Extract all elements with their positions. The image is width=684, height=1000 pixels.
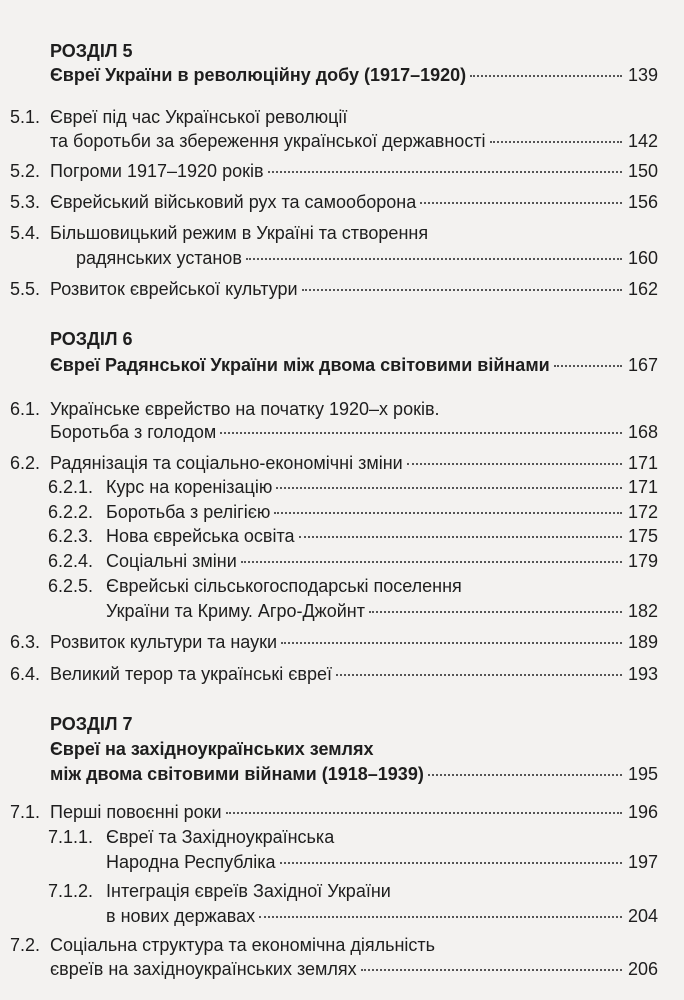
section-5-label: РОЗДІЛ 5: [50, 41, 133, 61]
page-number: 189: [627, 632, 658, 652]
toc-entry-5-2[interactable]: [50, 160, 658, 182]
page-number: 182: [627, 601, 658, 621]
page-number: 156: [627, 192, 658, 212]
page-number: 193: [627, 664, 658, 684]
leader-dots: [259, 916, 622, 918]
section-7-title[interactable]: [50, 763, 658, 785]
page-number: 196: [627, 802, 658, 822]
page-number: 168: [627, 422, 658, 442]
entry-text[interactable]: Євреї та Західноукраїнська: [106, 827, 335, 847]
entry-text: Курс на коренізацію: [106, 477, 273, 497]
entry-text: Розвиток єврейської культури: [50, 279, 298, 299]
toc-entry-5-4[interactable]: [76, 247, 658, 269]
entry-number: 6.2.4.: [48, 551, 94, 571]
page-number: 206: [627, 959, 658, 979]
entry-number: 7.1.: [10, 802, 41, 822]
entry-text: Боротьба з релігією: [106, 502, 271, 522]
entry-text[interactable]: Інтеграція євреїв Західної України: [106, 881, 391, 901]
leader-dots: [490, 141, 622, 143]
entry-number: 6.4.: [10, 664, 41, 684]
section-6-label: РОЗДІЛ 6: [50, 329, 133, 349]
entry-text: Великий терор та українські євреї: [50, 664, 332, 684]
entry-text: Радянізація та соціально-економічні зміни: [50, 453, 403, 473]
entry-number: 6.2.5.: [48, 576, 94, 596]
entry-text: України та Криму. Агро-Джойнт: [106, 601, 365, 621]
page-number: 171: [627, 477, 658, 497]
entry-text: Погроми 1917–1920 років: [50, 161, 264, 181]
leader-dots: [302, 289, 622, 291]
entry-number: 5.1.: [10, 107, 41, 127]
toc-entry-6-2-3[interactable]: [106, 525, 658, 547]
leader-dots: [246, 258, 622, 260]
toc-entry-6-2-1[interactable]: [106, 476, 658, 498]
toc-entry-6-2-2[interactable]: [106, 501, 658, 523]
section-title-text: Євреї України в революційну добу (1917–1920): [50, 65, 467, 85]
entry-text: радянських установ: [76, 248, 242, 268]
leader-dots: [280, 862, 622, 864]
entry-text[interactable]: Єврейські сільськогосподарські поселення: [106, 576, 462, 596]
leader-dots: [281, 642, 622, 644]
leader-dots: [220, 432, 622, 434]
toc-entry-6-2-4[interactable]: [106, 550, 658, 572]
toc-entry-5-3[interactable]: [50, 191, 658, 213]
leader-dots: [554, 365, 622, 367]
page-number: 160: [627, 248, 658, 268]
leader-dots: [226, 812, 622, 814]
page-number: 150: [627, 161, 658, 181]
entry-number: 5.3.: [10, 192, 41, 212]
section-7-title-line1[interactable]: Євреї на західноукраїнських землях: [50, 739, 374, 759]
toc-entry-5-1[interactable]: [50, 130, 658, 152]
section-title-text: між двома світовими війнами (1918–1939): [50, 764, 424, 784]
toc-entry-6-4[interactable]: [50, 663, 658, 685]
entry-text[interactable]: Українське єврейство на початку 1920–х років.: [50, 399, 440, 419]
page-number: 167: [627, 355, 658, 375]
entry-number: 6.3.: [10, 632, 41, 652]
entry-text: Народна Республіка: [106, 852, 276, 872]
leader-dots: [274, 512, 622, 514]
page-number: 175: [627, 526, 658, 546]
entry-number: 6.2.2.: [48, 502, 94, 522]
entry-number: 5.2.: [10, 161, 41, 181]
entry-number: 6.2.1.: [48, 477, 94, 497]
leader-dots: [420, 202, 622, 204]
entry-text: Перші повоєнні роки: [50, 802, 222, 822]
leader-dots: [276, 487, 622, 489]
page-number: 162: [627, 279, 658, 299]
entry-text[interactable]: Соціальна структура та економічна діяльність: [50, 935, 436, 955]
leader-dots: [369, 611, 622, 613]
section-5-title[interactable]: [50, 64, 658, 86]
section-title-text: Євреї Радянської України між двома світовими війнами: [50, 355, 550, 375]
toc-entry-6-2[interactable]: [50, 452, 658, 474]
leader-dots: [428, 774, 622, 776]
toc-entry-6-3[interactable]: [50, 631, 658, 653]
entry-text[interactable]: Більшовицький режим в Україні та створення: [50, 223, 429, 243]
toc-entry-7-2[interactable]: [50, 958, 658, 980]
entry-number: 6.2.3.: [48, 526, 94, 546]
toc-entry-5-5[interactable]: [50, 278, 658, 300]
entry-number: 7.2.: [10, 935, 41, 955]
entry-number: 6.1.: [10, 399, 41, 419]
section-7-label: РОЗДІЛ 7: [50, 714, 133, 734]
leader-dots: [407, 463, 622, 465]
leader-dots: [299, 536, 622, 538]
entry-text: Єврейський військовий рух та самооборона: [50, 192, 417, 212]
page-number: 171: [627, 453, 658, 473]
page-number: 179: [627, 551, 658, 571]
leader-dots: [361, 969, 622, 971]
toc-entry-6-1[interactable]: [50, 421, 658, 443]
toc-entry-6-2-5[interactable]: [106, 600, 658, 622]
page-number: 142: [627, 131, 658, 151]
toc-entry-7-1-2[interactable]: [106, 905, 658, 927]
entry-text: Нова єврейська освіта: [106, 526, 295, 546]
page-number: 195: [627, 764, 658, 784]
entry-text: та боротьби за збереження української державності: [50, 131, 486, 151]
entry-number: 6.2.: [10, 453, 41, 473]
entry-text: євреїв на західноукраїнських землях: [50, 959, 357, 979]
page-number: 172: [627, 502, 658, 522]
entry-number: 7.1.1.: [48, 827, 94, 847]
section-6-title[interactable]: [50, 354, 658, 376]
entry-text: Соціальні зміни: [106, 551, 237, 571]
entry-text: Боротьба з голодом: [50, 422, 217, 442]
toc-entry-7-1[interactable]: [50, 801, 658, 823]
entry-text: Розвиток культури та науки: [50, 632, 278, 652]
leader-dots: [268, 171, 622, 173]
leader-dots: [241, 561, 622, 563]
leader-dots: [336, 674, 622, 676]
page-number: 139: [627, 65, 658, 85]
entry-number: 7.1.2.: [48, 881, 94, 901]
entry-number: 5.5.: [10, 279, 41, 299]
entry-text[interactable]: Євреї під час Української революції: [50, 107, 348, 127]
leader-dots: [470, 75, 622, 77]
page-number: 204: [627, 906, 658, 926]
page-number: 197: [627, 852, 658, 872]
entry-text: в нових державах: [106, 906, 256, 926]
toc-entry-7-1-1[interactable]: [106, 851, 658, 873]
entry-number: 5.4.: [10, 223, 41, 243]
